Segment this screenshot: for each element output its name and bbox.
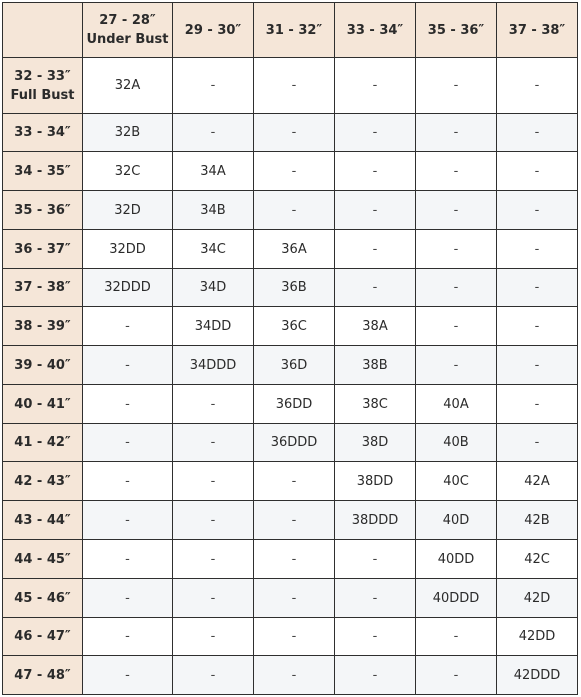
size-cell: 42C (497, 540, 578, 579)
row-header (3, 462, 83, 501)
row-range-label: 42 - 43″ (14, 473, 71, 489)
header-row (3, 3, 578, 58)
size-cell: 36B (254, 269, 335, 307)
row-range-label: 46 - 47″ (14, 629, 71, 644)
empty-size-cell: - (497, 58, 578, 114)
empty-size-cell: - (416, 230, 497, 269)
size-cell: 34C (173, 230, 254, 269)
empty-size-cell: - (173, 385, 254, 424)
size-cell: 36C (254, 307, 335, 346)
empty-size-cell: - (254, 618, 335, 656)
empty-size-cell: - (497, 114, 578, 152)
empty-size-cell: - (173, 58, 254, 114)
empty-size-cell: - (254, 191, 335, 230)
size-cell: 38DDD (335, 501, 416, 540)
row-header (3, 346, 83, 385)
table-row (3, 58, 578, 114)
table-row (3, 152, 578, 191)
row-header (3, 58, 83, 114)
empty-size-cell: - (254, 114, 335, 152)
empty-size-cell: - (497, 191, 578, 230)
empty-size-cell: - (173, 579, 254, 618)
empty-size-cell: - (335, 230, 416, 269)
empty-size-cell: - (335, 656, 416, 695)
column-header-3 (254, 3, 335, 58)
empty-size-cell: - (173, 424, 254, 462)
table-row (3, 579, 578, 618)
size-cell: 34A (173, 152, 254, 191)
empty-size-cell: - (416, 152, 497, 191)
table-row (3, 307, 578, 346)
size-cell: 36DDD (254, 424, 335, 462)
empty-size-cell: - (416, 618, 497, 656)
column-header-2 (173, 3, 254, 58)
column-header-4 (335, 3, 416, 58)
empty-size-cell: - (173, 656, 254, 695)
size-cell: 40B (416, 424, 497, 462)
size-cell: 38D (335, 424, 416, 462)
size-cell: 34D (173, 269, 254, 307)
empty-size-cell: - (497, 346, 578, 385)
size-cell: 34B (173, 191, 254, 230)
empty-size-cell: - (497, 269, 578, 307)
empty-size-cell: - (254, 152, 335, 191)
table-row (3, 269, 578, 307)
size-cell: 34DD (173, 307, 254, 346)
row-range-label: 47 - 48″ (14, 667, 71, 683)
empty-size-cell: - (416, 114, 497, 152)
row-range-label: 38 - 39″ (14, 318, 71, 334)
empty-size-cell: - (83, 618, 173, 656)
size-cell: 32B (83, 114, 173, 152)
size-cell: 32A (83, 58, 173, 114)
row-range-label: 32 - 33″ (14, 68, 71, 84)
row-range-label: 39 - 40″ (14, 357, 71, 373)
empty-size-cell: - (254, 579, 335, 618)
row-header (3, 540, 83, 579)
size-cell: 38A (335, 307, 416, 346)
size-cell: 32D (83, 191, 173, 230)
row-header (3, 385, 83, 424)
size-cell: 42DD (497, 618, 578, 656)
empty-size-cell: - (254, 540, 335, 579)
empty-size-cell: - (173, 540, 254, 579)
row-range-label: 45 - 46″ (14, 590, 71, 606)
row-range-label: 35 - 36″ (14, 202, 71, 218)
size-cell: 40DD (416, 540, 497, 579)
column-range-label: 31 - 32″ (265, 22, 323, 38)
table-row (3, 501, 578, 540)
size-cell: 40C (416, 462, 497, 501)
empty-size-cell: - (173, 501, 254, 540)
size-cell: 36A (254, 230, 335, 269)
empty-size-cell: - (83, 540, 173, 579)
table-row (3, 656, 578, 695)
row-header (3, 501, 83, 540)
size-cell: 38B (335, 346, 416, 385)
row-range-label: 33 - 34″ (14, 125, 71, 140)
row-range-label: 44 - 45″ (14, 551, 71, 567)
row-header (3, 152, 83, 191)
row-header (3, 191, 83, 230)
bra-size-chart-table (2, 2, 578, 695)
empty-size-cell: - (497, 230, 578, 269)
size-cell: 32DD (83, 230, 173, 269)
size-cell: 40DDD (416, 579, 497, 618)
size-cell: 36DD (254, 385, 335, 424)
size-cell: 32DDD (83, 269, 173, 307)
empty-size-cell: - (83, 424, 173, 462)
empty-size-cell: - (335, 540, 416, 579)
row-header (3, 269, 83, 307)
empty-size-cell: - (335, 618, 416, 656)
table-row (3, 385, 578, 424)
table-row (3, 424, 578, 462)
empty-size-cell: - (83, 656, 173, 695)
row-range-label: 34 - 35″ (14, 163, 71, 179)
table-row (3, 618, 578, 656)
table-row (3, 540, 578, 579)
size-cell: 38C (335, 385, 416, 424)
empty-size-cell: - (254, 501, 335, 540)
row-caption-label: Full Bust (10, 87, 75, 103)
empty-size-cell: - (497, 307, 578, 346)
empty-size-cell: - (83, 346, 173, 385)
empty-size-cell: - (83, 462, 173, 501)
column-header-5 (416, 3, 497, 58)
column-range-label: 29 - 30″ (184, 22, 242, 38)
row-range-label: 40 - 41″ (14, 396, 71, 412)
size-cell: 42A (497, 462, 578, 501)
row-header (3, 307, 83, 346)
table-body (3, 58, 578, 695)
size-cell: 42B (497, 501, 578, 540)
row-range-label: 41 - 42″ (14, 435, 71, 450)
empty-size-cell: - (416, 191, 497, 230)
empty-size-cell: - (416, 269, 497, 307)
empty-size-cell: - (416, 346, 497, 385)
row-header (3, 618, 83, 656)
table-row (3, 191, 578, 230)
size-cell: 42D (497, 579, 578, 618)
column-range-label: 33 - 34″ (346, 22, 404, 38)
empty-size-cell: - (83, 501, 173, 540)
empty-size-cell: - (335, 152, 416, 191)
empty-size-cell: - (416, 58, 497, 114)
empty-size-cell: - (335, 269, 416, 307)
empty-size-cell: - (497, 424, 578, 462)
empty-size-cell: - (335, 191, 416, 230)
empty-size-cell: - (173, 462, 254, 501)
size-cell: 40A (416, 385, 497, 424)
table-row (3, 230, 578, 269)
empty-size-cell: - (416, 656, 497, 695)
column-range-label: 35 - 36″ (427, 22, 485, 38)
row-header (3, 114, 83, 152)
column-range-label: 27 - 28″ (99, 13, 156, 28)
table-row (3, 346, 578, 385)
row-range-label: 43 - 44″ (14, 512, 71, 528)
empty-size-cell: - (83, 579, 173, 618)
size-cell: 38DD (335, 462, 416, 501)
row-range-label: 36 - 37″ (14, 241, 71, 257)
empty-size-cell: - (83, 307, 173, 346)
empty-size-cell: - (254, 462, 335, 501)
column-header-1 (83, 3, 173, 58)
row-header (3, 230, 83, 269)
size-cell: 34DDD (173, 346, 254, 385)
empty-size-cell: - (254, 656, 335, 695)
empty-size-cell: - (173, 618, 254, 656)
empty-size-cell: - (497, 152, 578, 191)
column-header-6 (497, 3, 578, 58)
row-header (3, 656, 83, 695)
corner-cell (3, 3, 83, 58)
table-row (3, 462, 578, 501)
empty-size-cell: - (254, 58, 335, 114)
row-header (3, 579, 83, 618)
size-cell: 36D (254, 346, 335, 385)
row-range-label: 37 - 38″ (14, 280, 71, 295)
size-cell: 32C (83, 152, 173, 191)
empty-size-cell: - (497, 385, 578, 424)
table-row (3, 114, 578, 152)
column-caption-label: Under Bust (86, 32, 169, 47)
empty-size-cell: - (335, 579, 416, 618)
size-cell: 40D (416, 501, 497, 540)
empty-size-cell: - (335, 58, 416, 114)
column-range-label: 37 - 38″ (508, 22, 566, 38)
empty-size-cell: - (416, 307, 497, 346)
empty-size-cell: - (173, 114, 254, 152)
row-header (3, 424, 83, 462)
empty-size-cell: - (83, 385, 173, 424)
empty-size-cell: - (335, 114, 416, 152)
size-cell: 42DDD (497, 656, 578, 695)
